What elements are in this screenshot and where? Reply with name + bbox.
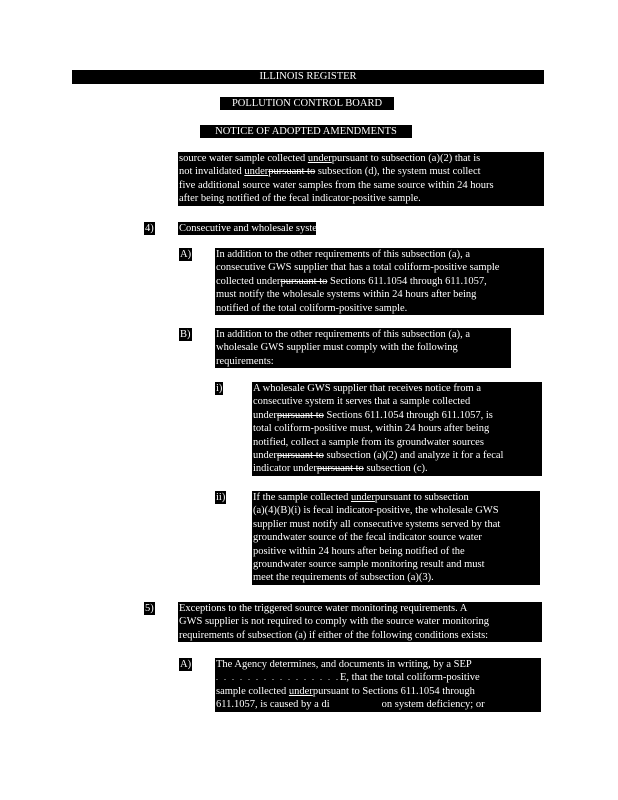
section-5A-paragraph: The Agency determines, and documents in writing, by a SEP . . . . . . . . . . . . . . . .E, that the total coliform-positive sample collected underpursuant to Sections 611.1054 through 611.1057, is caused by a di on system deficiency; or	[215, 658, 541, 712]
label-4Bi: i)	[216, 383, 223, 394]
label-4A: A)	[180, 249, 192, 260]
section-4A-paragraph: In addition to the other requirements of this subsection (a), a consecutive GWS supplier that has a total coliform-positive sample collected underpursuant to Sections 611.1054 through 611.1057, must notify the wholesale systems within 24 hours after being notified of the total coliform-positive sample.	[215, 248, 544, 315]
label-5A: A)	[180, 659, 192, 670]
label-4B: B)	[180, 329, 191, 340]
label-4Bii: ii)	[216, 492, 226, 503]
header-rule	[72, 83, 544, 84]
section-4B-paragraph: In addition to the other requirements of this subsection (a), a wholesale GWS supplier must comply with the following requirements:	[215, 328, 511, 368]
register-title: ILLINOIS REGISTER	[72, 70, 544, 83]
section-5-paragraph: Exceptions to the triggered source water monitoring requirements. A GWS supplier is not required to comply with the source water monitoring requirements of subsection (a) if either of the following conditions exists:	[178, 602, 542, 642]
intro-paragraph: source water sample collected underpursuant to subsection (a)(2) that is not invalidated underpursuant to subsection (d), the system must collect five additional source water samples from the same source within 24 hours after being notified of the fecal indicator-positive sample.	[178, 152, 544, 206]
label-4: 4)	[145, 223, 154, 234]
section-4Bi-paragraph: A wholesale GWS supplier that receives notice from a consecutive system it serves that a sample collected underpursuant to Sections 611.1054 through 611.1057, is total coliform-positive must, within 24 hours after being notified, collect a sample from its groundwater sources underpursuant to subsection (a)(2) and analyze it for a fecal indicator underpursuant to subsection (c).	[252, 382, 542, 476]
notice-title: NOTICE OF ADOPTED AMENDMENTS	[200, 125, 412, 138]
agency-title: POLLUTION CONTROL BOARD	[220, 97, 394, 110]
label-5: 5)	[145, 603, 154, 614]
section-4-heading: Consecutive and wholesale systems.	[179, 223, 332, 234]
section-4Bii-paragraph: If the sample collected underpursuant to subsection (a)(4)(B)(i) is fecal indicator-positive, the wholesale GWS supplier must notify all consecutive systems served by that groundwater source of the fecal indicator source water positive within 24 hours after being notified of the groundwater source sample monitoring result and must meet the requirements of subsection (a)(3).	[252, 491, 540, 585]
